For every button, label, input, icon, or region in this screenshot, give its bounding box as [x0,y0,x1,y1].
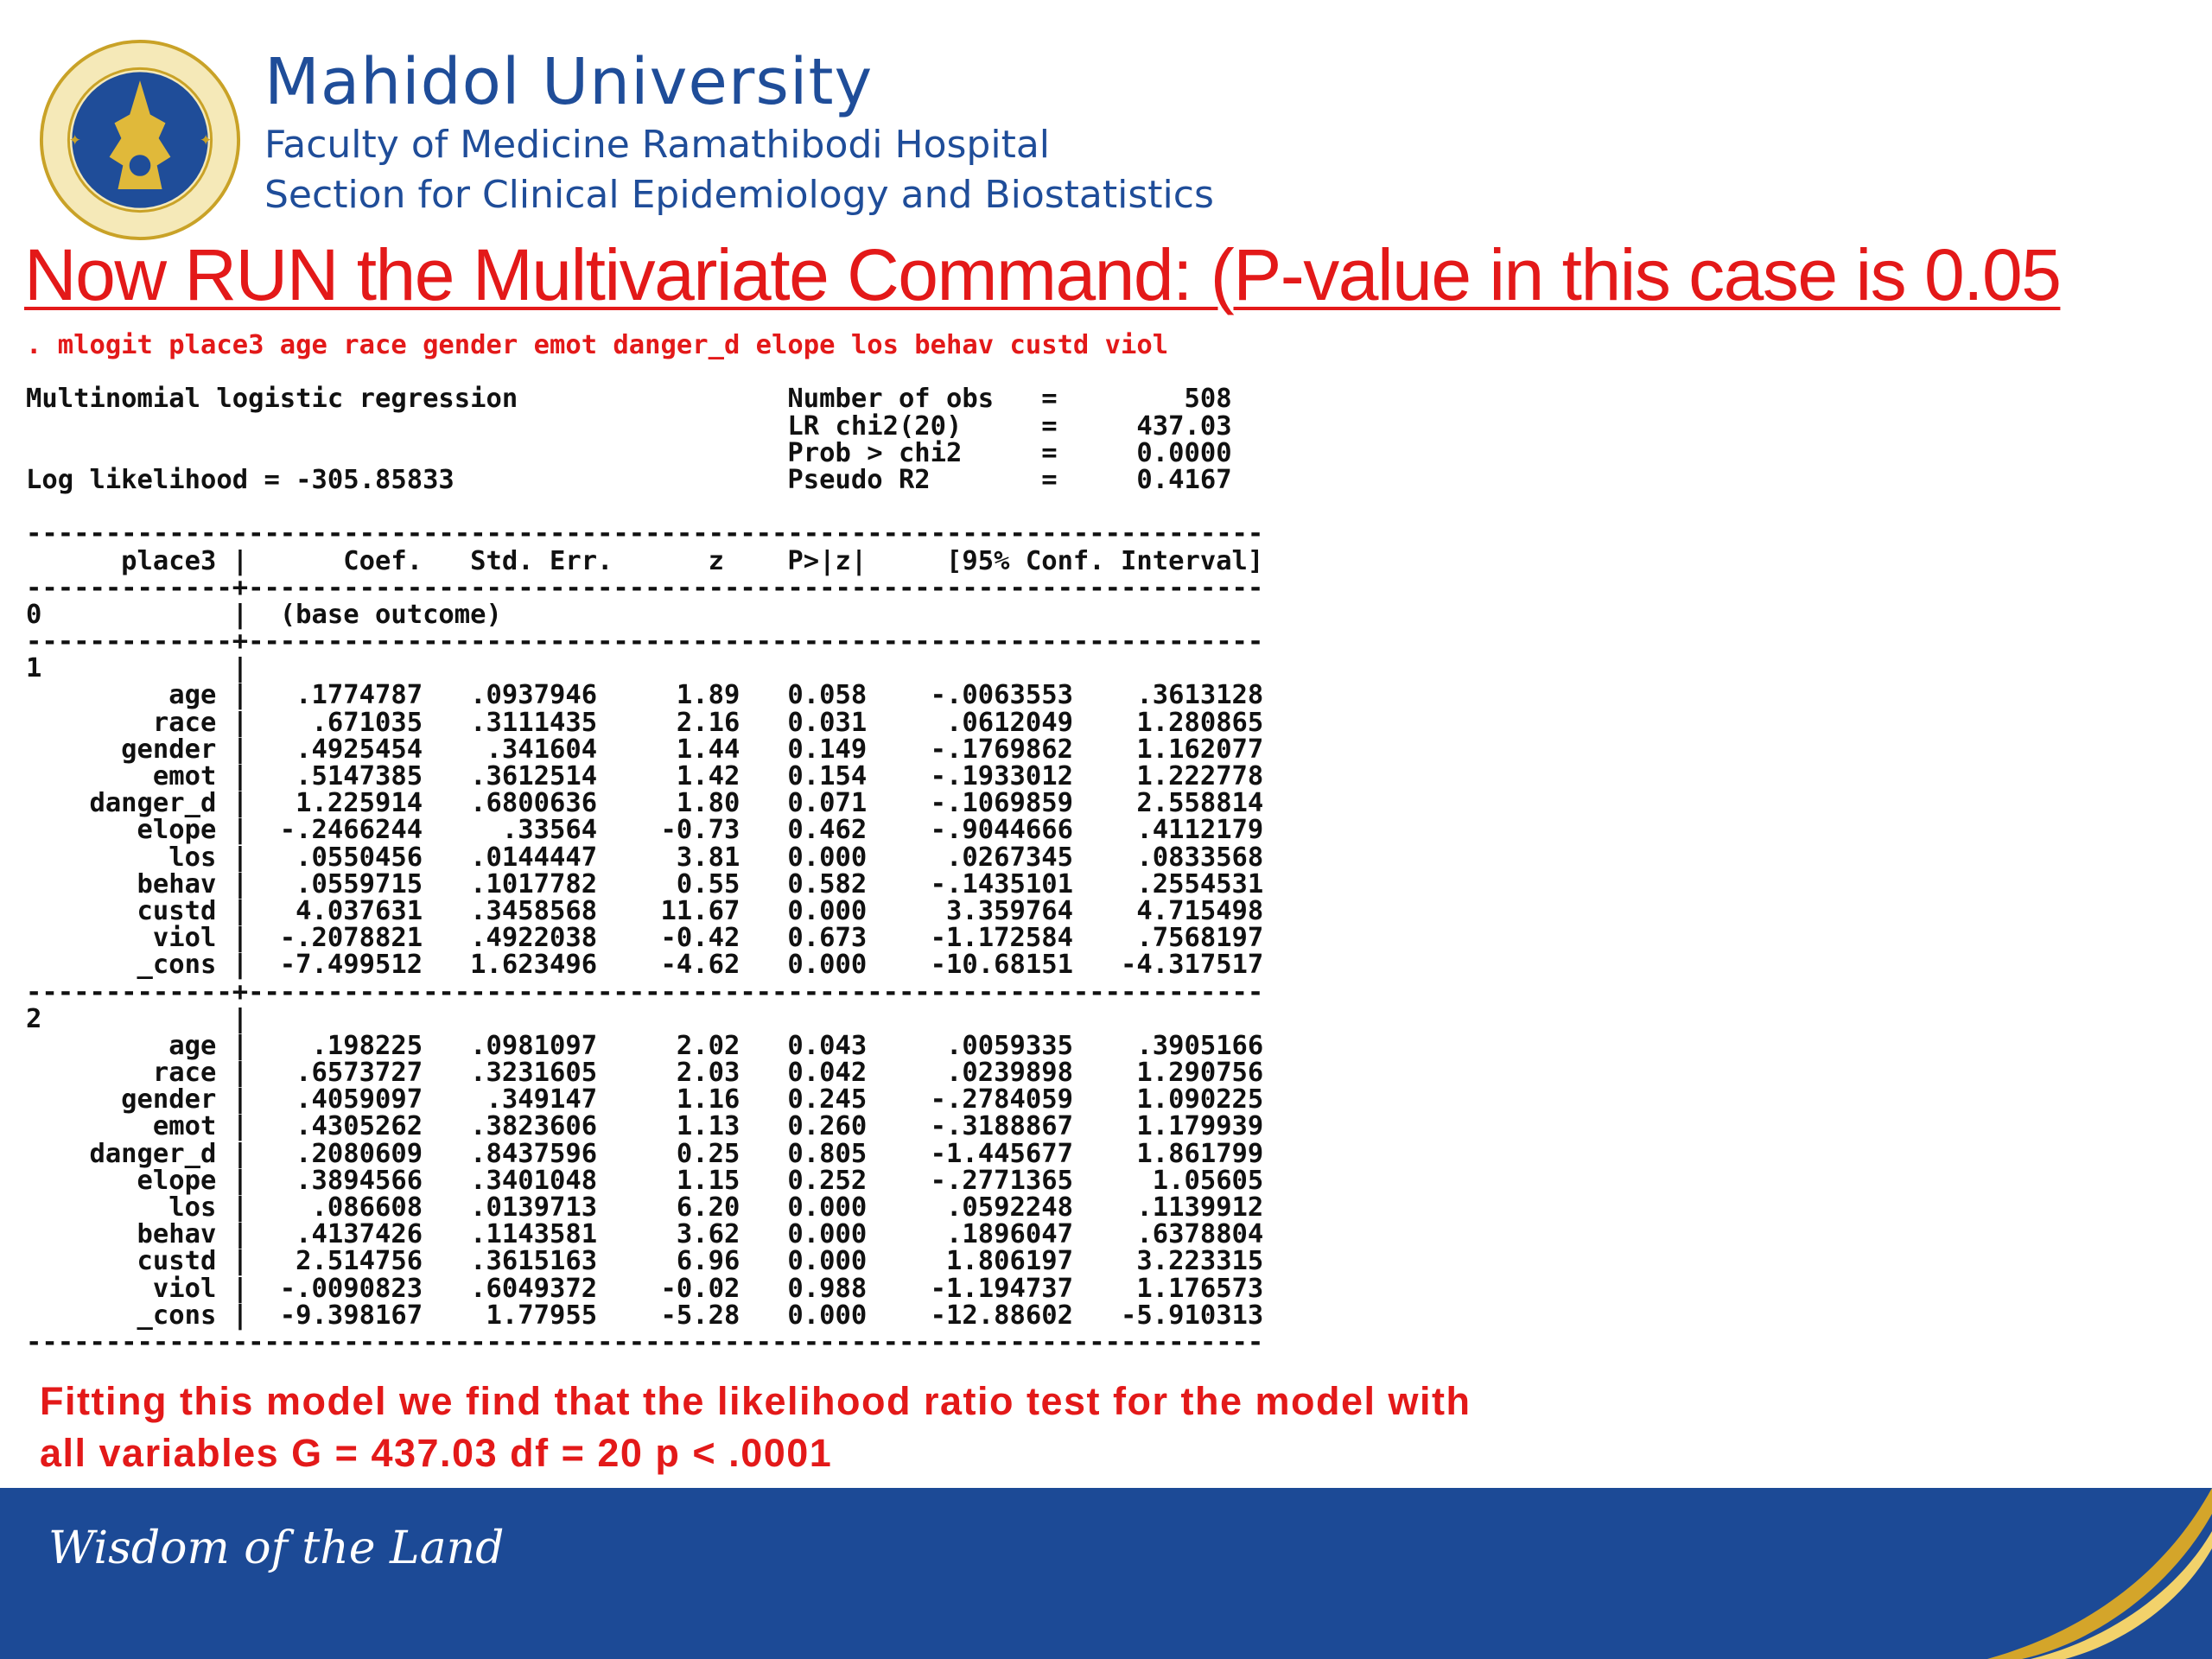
output-line: emot | .5147385 .3612514 1.42 0.154 -.1933012 1.222778 [26,761,1264,791]
swoosh-decoration-icon [1970,1488,2212,1659]
summary-text [40,1376,2113,1479]
output-line: los | .086608 .0139713 6.20 0.000 .0592248 .1139912 [26,1192,1264,1223]
stata-command: . mlogit place3 age race gender emot danger_d elope los behav custd viol [26,330,1169,360]
output-line: viol | -.2078821 .4922038 -0.42 0.673 -1.172584 .7568197 [26,923,1264,954]
output-line: -------------+---------------------------------------------------------------- [26,626,1264,658]
output-line: ------------------------------------------------------------------------------ [26,518,1264,550]
output-line: viol | -.0090823 .6049372 -0.02 0.988 -1.194737 1.176573 [26,1273,1264,1304]
slogan: Wisdom of the Land [48,1522,505,1574]
svg-text:✦: ✦ [68,130,82,149]
output-line: 1 | [26,653,249,684]
summary-line-2: all variables G = 437.03 df = 20 p < .0001 [40,1431,833,1475]
output-line: los | .0550456 .0144447 3.81 0.000 .0267345 .0833568 [26,842,1264,873]
output-line: danger_d | 1.225914 .6800636 1.80 0.071 -.1069859 2.558814 [26,788,1264,819]
output-line: 2 | [26,1003,249,1034]
output-line: behav | .0559715 .1017782 0.55 0.582 -.1435101 .2554531 [26,868,1264,899]
output-line: elope | -.2466244 .33564 -0.73 0.462 -.9044666 .4112179 [26,815,1264,846]
slide-title: Now RUN the Multivariate Command: (P-value in this case is 0.05 [24,234,2061,315]
output-line: custd | 4.037631 .3458568 11.67 0.000 3.359764 4.715498 [26,895,1264,926]
faculty-name: Faculty of Medicine Ramathibodi Hospital [264,123,1051,167]
output-line: custd | 2.514756 .3615163 6.96 0.000 1.806197 3.223315 [26,1246,1264,1277]
output-line: elope | .3894566 .3401048 1.15 0.252 -.2771365 1.05605 [26,1165,1264,1196]
summary-line-1: Fitting this model we find that the likelihood ratio test for the model with [40,1379,1471,1423]
output-line: Prob > chi2 = 0.0000 [26,437,1232,468]
output-line: ------------------------------------------------------------------------------ [26,1326,1264,1357]
regression-output [26,385,1823,1356]
output-line: race | .671035 .3111435 2.16 0.031 .0612049 1.280865 [26,707,1264,738]
output-line [26,493,1823,520]
output-line: race | .6573727 .3231605 2.03 0.042 .0239898 1.290756 [26,1058,1264,1089]
output-line: danger_d | .2080609 .8437596 0.25 0.805 -1.445677 1.861799 [26,1138,1264,1169]
output-line: age | .198225 .0981097 2.02 0.043 .0059335 .3905166 [26,1030,1264,1061]
svg-text:✦: ✦ [199,130,213,149]
output-line: -------------+---------------------------------------------------------------- [26,572,1264,603]
output-line: age | .1774787 .0937946 1.89 0.058 -.0063553 .3613128 [26,680,1264,711]
output-line: place3 | Coef. Std. Err. z P>|z| [95% Conf. Interval] [26,545,1264,576]
output-line: Log likelihood = -305.85833 Pseudo R2 = 0.4167 [26,464,1232,495]
blank-line [26,359,1823,385]
output-line: Multinomial logistic regression Number of obs = 508 [26,384,1232,415]
output-line: _cons | -9.398167 1.77955 -5.28 0.000 -12.88602 -5.910313 [26,1300,1264,1331]
stata-output [26,332,1823,1356]
section-name: Section for Clinical Epidemiology and Biostatistics [264,173,1214,217]
mahidol-seal-icon [38,38,242,242]
output-line: emot | .4305262 .3823606 1.13 0.260 -.3188867 1.179939 [26,1111,1264,1142]
output-line: gender | .4059097 .349147 1.16 0.245 -.2784059 1.090225 [26,1084,1264,1116]
university-name: Mahidol University [264,45,874,119]
output-line: _cons | -7.499512 1.623496 -4.62 0.000 -10.68151 -4.317517 [26,950,1264,981]
output-line: LR chi2(20) = 437.03 [26,410,1232,442]
output-line: 0 | (base outcome) [26,599,502,630]
slide-header [0,0,2212,242]
output-line: -------------+---------------------------------------------------------------- [26,976,1264,1007]
output-line: behav | .4137426 .1143581 3.62 0.000 .1896047 .6378804 [26,1219,1264,1250]
output-line: gender | .4925454 .341604 1.44 0.149 -.1769862 1.162077 [26,734,1264,765]
